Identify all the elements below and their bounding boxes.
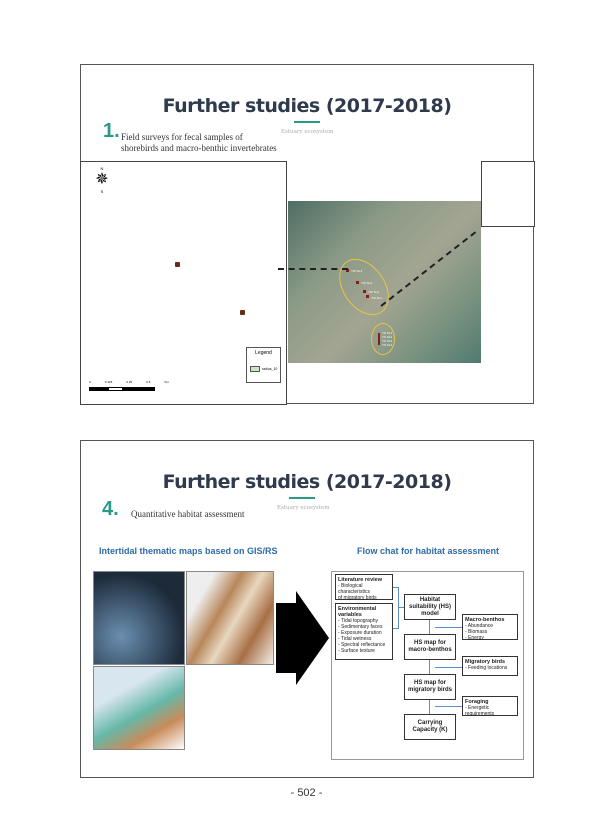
survey-area-ellipse bbox=[329, 250, 399, 325]
flow-box-title: Foraging bbox=[465, 699, 489, 705]
description-line: Field surveys for fecal samples of bbox=[121, 132, 243, 142]
legend-item: radius_10 bbox=[262, 367, 278, 371]
flow-item: - Feeding locations bbox=[465, 665, 508, 671]
sample-site-marker bbox=[175, 262, 180, 267]
flow-box-title: Migratory birds bbox=[465, 659, 506, 665]
flow-item: - Spectral reflectance bbox=[338, 642, 386, 648]
arrow-right-icon bbox=[276, 603, 296, 673]
item-number: 1. bbox=[103, 120, 120, 142]
study-area-map bbox=[80, 161, 287, 405]
page-number: - 502 - bbox=[290, 787, 323, 799]
scale-label: 0.5 bbox=[146, 380, 151, 384]
satellite-image bbox=[288, 201, 481, 363]
site-label: YW SL3 bbox=[361, 281, 373, 285]
scale-bar bbox=[89, 380, 169, 386]
flow-box-title: Macro-benthos bbox=[465, 617, 505, 623]
site-label: YW SL4 bbox=[351, 269, 363, 273]
flow-hs-model: Habitat suitability (HS) model bbox=[404, 594, 456, 620]
flow-chart bbox=[331, 571, 524, 760]
title-underline bbox=[289, 497, 315, 499]
description-line: shorebirds and macro-benthic invertebrates bbox=[121, 143, 277, 153]
flow-box-title: Environmental variables bbox=[338, 606, 377, 618]
thematic-map-image bbox=[186, 571, 274, 665]
map-legend bbox=[246, 347, 281, 383]
compass-rose-icon: N ✵ S bbox=[95, 166, 109, 194]
legend-title: Legend bbox=[255, 350, 272, 356]
flow-item: - Abundance bbox=[465, 623, 494, 629]
flow-item: - Biological characteristics bbox=[338, 583, 370, 595]
flow-item: - Surface texture bbox=[338, 648, 375, 654]
site-label: YW SL1 bbox=[371, 296, 383, 300]
title-underline bbox=[294, 121, 320, 123]
item-description: Quantitative habitat assessment bbox=[131, 509, 245, 519]
site-label: YS SL4 bbox=[382, 343, 393, 347]
section-heading: Flow chat for habitat assessment bbox=[357, 546, 500, 556]
compass-s: S bbox=[100, 189, 104, 194]
slide-subtitle: Estuary ecosystem bbox=[277, 505, 330, 511]
item-description bbox=[121, 132, 277, 154]
flow-carrying-capacity: Carrying Capacity (K) bbox=[404, 714, 456, 740]
flow-migratory-birds bbox=[462, 656, 518, 676]
flow-foraging bbox=[462, 696, 518, 716]
flow-item: - Sedimentary faces bbox=[338, 624, 383, 630]
flow-item: - Tidal wetness bbox=[338, 636, 372, 642]
flow-hs-map-benthos: HS map for macro-benthos bbox=[404, 634, 456, 660]
compass-n: N bbox=[100, 166, 104, 171]
flow-item: - Tidal topography bbox=[338, 618, 379, 624]
slide-title: Further studies (2017-2018) bbox=[162, 471, 452, 493]
flow-macro-benthos bbox=[462, 614, 518, 640]
slide-habitat-assessment bbox=[80, 440, 534, 778]
pointer-arrow bbox=[278, 268, 348, 270]
slide-subtitle: Estuary ecosystem bbox=[281, 129, 334, 135]
flow-item: - Energetic requirements bbox=[465, 705, 495, 717]
flow-environmental-variables bbox=[335, 603, 393, 660]
flow-item: - Exposure duration bbox=[338, 630, 382, 636]
flow-literature-review bbox=[335, 574, 393, 600]
scale-label: 0.25 bbox=[126, 380, 133, 384]
flow-item: - Energy bbox=[465, 635, 484, 641]
slide-field-surveys bbox=[80, 64, 534, 404]
scale-label: Km bbox=[164, 380, 169, 384]
flow-item: of migratory birds bbox=[338, 595, 377, 601]
scale-label: 0 bbox=[89, 380, 91, 384]
flow-box-title: Literature review bbox=[338, 577, 383, 583]
inset-map bbox=[481, 161, 535, 227]
scale-bar-graphic bbox=[89, 387, 155, 391]
flow-hs-map-birds: HS map for migratory birds bbox=[404, 674, 456, 700]
satellite-earth-image bbox=[93, 571, 185, 665]
thematic-map-image bbox=[93, 666, 185, 750]
site-marker bbox=[378, 333, 380, 345]
site-label: YS SL3 bbox=[382, 339, 393, 343]
site-label: YS SL2 bbox=[382, 335, 393, 339]
slide-title: Further studies (2017-2018) bbox=[162, 95, 452, 117]
arrow-head bbox=[296, 591, 329, 685]
legend-swatch bbox=[250, 366, 260, 372]
section-heading: Intertidal thematic maps based on GIS/RS bbox=[99, 546, 278, 556]
flow-item: - Biomass bbox=[465, 629, 488, 635]
site-label: YW SL2 bbox=[368, 290, 380, 294]
site-label: YS SL1 bbox=[382, 331, 393, 335]
sample-site-marker bbox=[240, 310, 245, 315]
scale-label: 0.125 bbox=[104, 380, 113, 384]
item-number: 4. bbox=[102, 498, 119, 520]
